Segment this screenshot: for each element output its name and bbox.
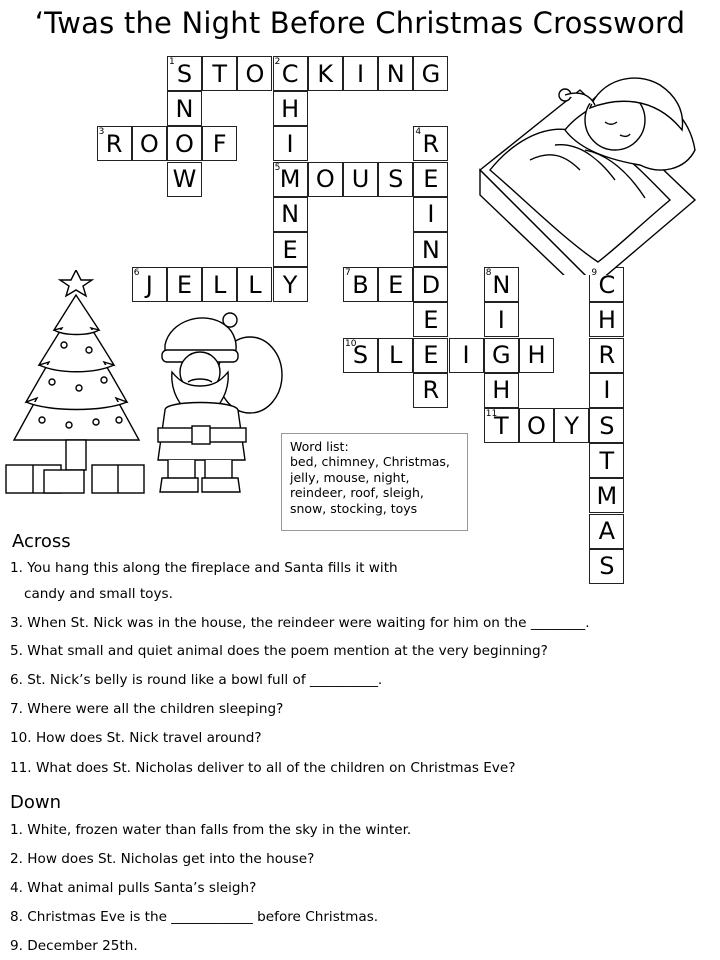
clue-number: 3 [98,127,105,138]
crossword-cell[interactable]: L [237,267,272,302]
crossword-cell[interactable]: O [308,162,343,197]
word-list-heading: Word list: [290,439,349,454]
crossword-cell[interactable]: H [484,373,519,408]
crossword-cell[interactable]: I [484,302,519,337]
clue-number: 11 [485,409,498,419]
crossword-cell[interactable]: B [343,267,378,302]
crossword-cell[interactable]: L [202,267,237,302]
crossword-cell[interactable]: Y [554,408,589,443]
crossword-cell[interactable]: T [589,443,624,478]
crossword-cell[interactable]: S [343,338,378,373]
crossword-cell[interactable]: A [589,514,624,549]
crossword-cell[interactable]: G [484,338,519,373]
word-list-line: bed, chimney, Christmas, [290,454,450,470]
crossword-cell[interactable]: L [378,338,413,373]
crossword-cell[interactable]: H [273,91,308,126]
crossword-cell[interactable]: N [167,91,202,126]
sleeping-child-illustration [470,50,710,275]
clue-number: 2 [274,57,281,67]
across-clue-1: 1. You hang this along the fireplace and Santa fills it with [10,560,398,576]
crossword-cell[interactable]: R [97,126,132,161]
crossword-cell[interactable]: I [273,126,308,161]
crossword-cell[interactable]: H [519,338,554,373]
across-clue-6: 6. St. Nick’s belly is round like a bowl full of __________. [10,672,383,688]
crossword-cell[interactable]: K [308,56,343,91]
crossword-cell[interactable]: E [413,338,448,373]
clue-number: 8 [485,268,492,279]
word-list-line: reindeer, roof, sleigh, [290,485,424,501]
crossword-cell[interactable]: O [132,126,167,161]
down-clue-2: 2. How does St. Nicholas get into the house? [10,851,315,867]
word-list-line: snow, stocking, toys [290,500,418,516]
across-clue-5: 5. What small and quiet animal does the poem mention at the very beginning? [10,643,548,659]
clue-number: 4 [415,127,422,138]
crossword-cell[interactable]: N [378,56,413,91]
crossword-cell[interactable]: E [413,162,448,197]
crossword-cell[interactable]: W [167,162,202,197]
crossword-cell[interactable]: M [589,478,624,513]
crossword-cell[interactable]: N [413,232,448,267]
crossword-cell[interactable]: E [273,232,308,267]
down-clue-9: 9. December 25th. [10,938,138,954]
crossword-cell[interactable]: S [378,162,413,197]
crossword-cell[interactable]: I [589,373,624,408]
crossword-cell[interactable]: N [273,197,308,232]
clue-number: 5 [274,162,281,173]
word-list-line: jelly, mouse, night, [290,469,410,485]
crossword-cell[interactable]: I [449,338,484,373]
crossword-cell[interactable]: T [484,408,519,443]
crossword-cell[interactable]: F [202,126,237,161]
across-clue-10: 10. How does St. Nick travel around? [10,730,262,746]
crossword-cell[interactable]: R [589,338,624,373]
across-clue-1-continued: candy and small toys. [24,586,173,602]
clue-number: 9 [591,268,598,279]
crossword-cell[interactable]: G [413,56,448,91]
clue-number: 10 [345,338,357,349]
down-heading: Down [10,792,62,813]
crossword-cell[interactable]: J [132,267,167,302]
crossword-cell[interactable]: O [237,56,272,91]
crossword-cell[interactable]: S [589,549,624,584]
christmas-tree-illustration [4,270,149,495]
page-title: ‘Twas the Night Before Christmas Crossword [34,6,686,40]
crossword-cell[interactable]: O [167,126,202,161]
crossword-cell[interactable]: R [413,373,448,408]
crossword-cell[interactable]: Y [273,267,308,302]
crossword-cell[interactable]: O [519,408,554,443]
across-clue-7: 7. Where were all the children sleeping? [10,701,284,717]
crossword-cell[interactable]: R [413,126,448,161]
across-heading: Across [12,531,71,552]
word-list-box [281,433,468,531]
crossword-cell[interactable]: S [589,408,624,443]
crossword-cell[interactable]: E [167,267,202,302]
crossword-cell[interactable]: M [273,162,308,197]
crossword-cell[interactable]: C [589,267,624,302]
crossword-cell[interactable]: C [273,56,308,91]
clue-number: 7 [345,268,351,279]
crossword-cell[interactable]: U [343,162,378,197]
down-clue-8: 8. Christmas Eve is the ____________ before Christmas. [10,909,379,925]
clue-number: 6 [133,268,140,279]
across-clue-3: 3. When St. Nick was in the house, the reindeer were waiting for him on the ________. [10,615,590,631]
crossword-cell[interactable]: I [343,56,378,91]
crossword-cell[interactable]: E [413,302,448,337]
across-clue-11: 11. What does St. Nicholas deliver to all of the children on Christmas Eve? [10,760,516,776]
down-clue-4: 4. What animal pulls Santa’s sleigh? [10,880,257,896]
crossword-cell[interactable]: I [413,197,448,232]
crossword-cell[interactable]: D [413,267,448,302]
crossword-cell[interactable]: T [202,56,237,91]
down-clue-1: 1. White, frozen water than falls from the sky in the winter. [10,822,412,838]
clue-number: 1 [169,57,175,67]
crossword-cell[interactable]: S [167,56,202,91]
crossword-cell[interactable]: E [378,267,413,302]
crossword-cell[interactable]: N [484,267,519,302]
crossword-cell[interactable]: H [589,302,624,337]
santa-claus-illustration [150,310,285,500]
